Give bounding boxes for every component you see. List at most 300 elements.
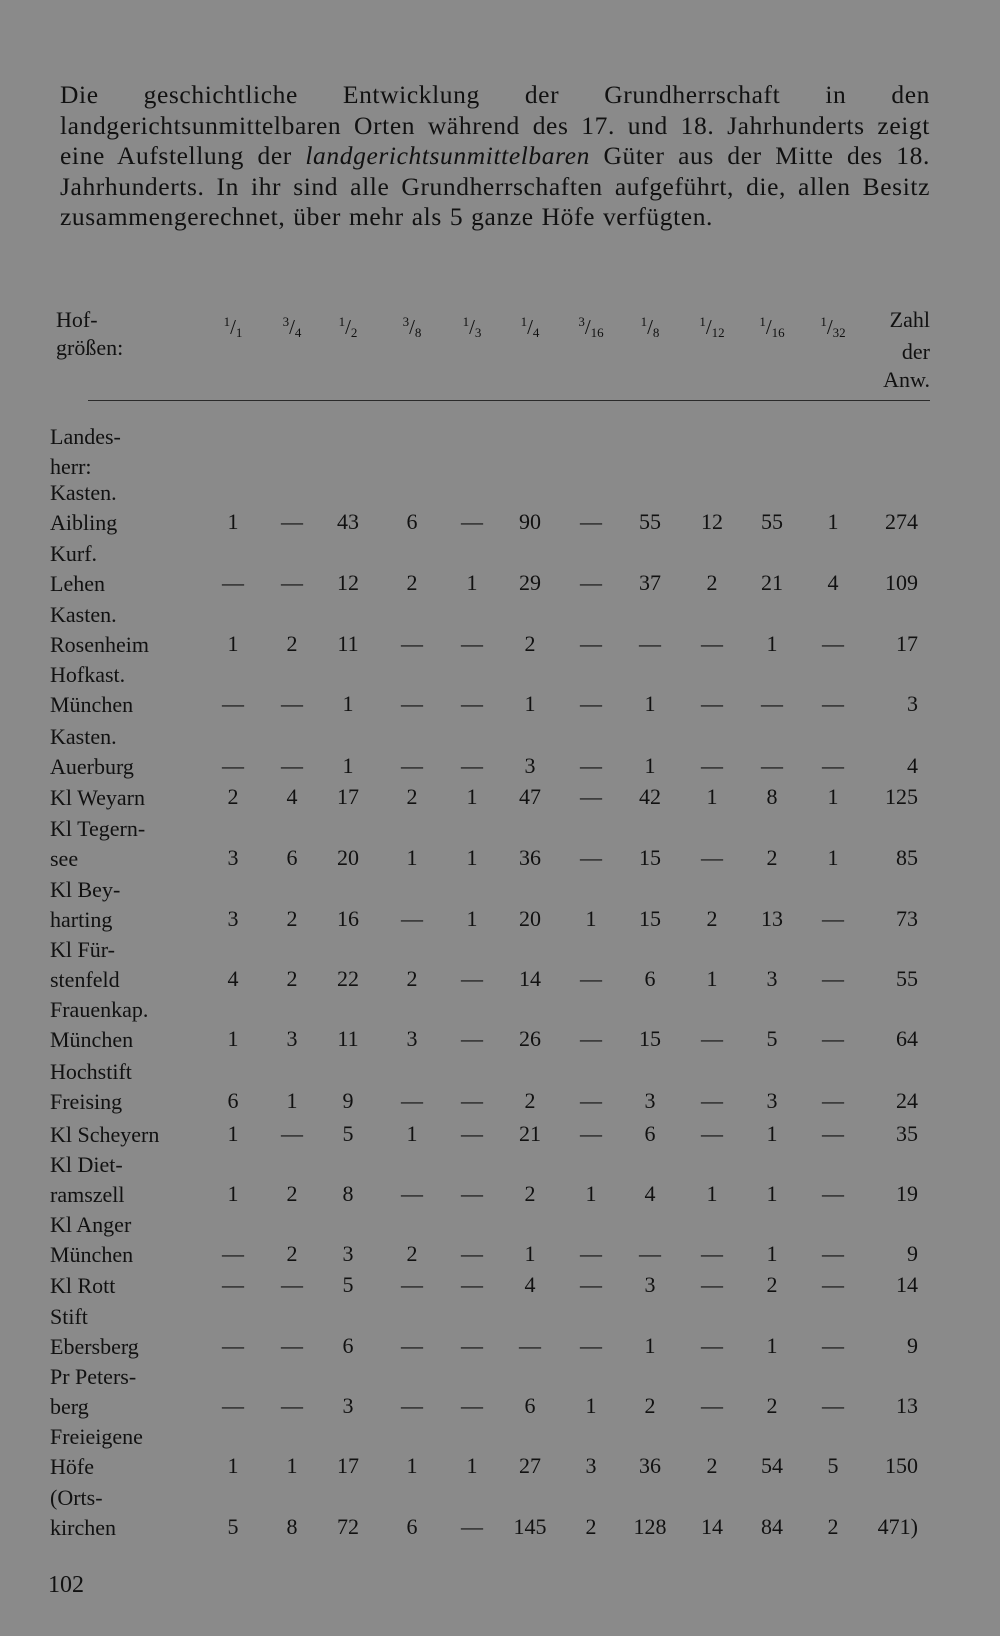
table-cell: 4 bbox=[524, 1272, 536, 1297]
table-cell: 47 bbox=[519, 784, 541, 809]
table-cell: — bbox=[822, 1241, 844, 1266]
table-cell: — bbox=[639, 631, 661, 656]
table-cell: — bbox=[701, 1393, 723, 1418]
table-cell: 2 bbox=[406, 1241, 418, 1266]
table-cell: 6 bbox=[406, 1514, 418, 1539]
col-header-fraction: $^1/_3$ bbox=[462, 314, 482, 340]
table-cell: 14 bbox=[519, 966, 541, 991]
table-cell: 1 bbox=[406, 1121, 418, 1146]
table-cell: — bbox=[401, 1272, 423, 1297]
table-cell: 2 bbox=[286, 1181, 298, 1206]
table-cell: — bbox=[822, 1121, 844, 1146]
table-cell: 2 bbox=[524, 1181, 536, 1206]
table-cell: 1 bbox=[827, 784, 839, 809]
table-cell: 9 bbox=[342, 1088, 354, 1113]
fraction-numerator: 1 bbox=[520, 314, 528, 329]
table-cell: 4 bbox=[227, 966, 239, 991]
table-cell: — bbox=[701, 1333, 723, 1358]
table-cell: 15 bbox=[639, 1026, 661, 1051]
row-label-line2: München bbox=[50, 1027, 134, 1052]
table-cell: 3 bbox=[524, 753, 536, 778]
table-cell: 145 bbox=[513, 1514, 547, 1539]
paragraph-text-after: Güter aus der Mitte des 18. Jahrhunderts. In ihr sind alle Grundherrschaften aufgeführt, die, allen Besitz zusammengerechnet, über mehr als 5 ganze Höfe verfügten. bbox=[60, 141, 930, 231]
table-cell: 1 bbox=[827, 845, 839, 870]
table-cell: 2 bbox=[406, 966, 418, 991]
row-total: 24 bbox=[896, 1088, 918, 1113]
row-label-line1: Pr Peters- bbox=[50, 1364, 137, 1389]
row-total: 35 bbox=[896, 1121, 918, 1146]
table-cell: 20 bbox=[519, 906, 541, 931]
table-cell: 1 bbox=[406, 845, 418, 870]
table-cell: — bbox=[222, 1333, 244, 1358]
row-label-line2: Kl Rott bbox=[50, 1273, 116, 1298]
row-total: 471) bbox=[877, 1514, 918, 1539]
table-cell: — bbox=[401, 631, 423, 656]
table-cell: — bbox=[580, 631, 602, 656]
table-cell: 1 bbox=[524, 691, 536, 716]
table-cell: 12 bbox=[337, 570, 359, 595]
table-cell: 1 bbox=[342, 691, 354, 716]
col-header-fraction: $^1/_{12}$ bbox=[699, 314, 725, 340]
table-cell: 1 bbox=[644, 691, 656, 716]
table-cell: — bbox=[701, 631, 723, 656]
table-cell: — bbox=[281, 570, 303, 595]
table-cell: 2 bbox=[406, 784, 418, 809]
table-cell: — bbox=[580, 784, 602, 809]
table-cell: 2 bbox=[524, 631, 536, 656]
table-cell: 1 bbox=[644, 1333, 656, 1358]
table-cell: — bbox=[701, 1121, 723, 1146]
table-cell: 3 bbox=[286, 1026, 298, 1051]
table-cell: — bbox=[580, 845, 602, 870]
fraction-denominator: 16 bbox=[771, 325, 785, 340]
table-cell: — bbox=[461, 1121, 483, 1146]
table-cell: — bbox=[222, 1241, 244, 1266]
table-cell: 6 bbox=[644, 1121, 656, 1146]
table-cell: — bbox=[701, 691, 723, 716]
table-cell: 12 bbox=[701, 509, 723, 534]
table-cell: — bbox=[461, 1272, 483, 1297]
table-cell: 4 bbox=[286, 784, 298, 809]
row-label-line1: Kasten. bbox=[50, 602, 117, 627]
total-header-line3: Anw. bbox=[883, 367, 930, 392]
table-cell: 20 bbox=[337, 845, 359, 870]
table-cell: 2 bbox=[286, 631, 298, 656]
table-cell: — bbox=[761, 753, 783, 778]
row-label-line1: Hofkast. bbox=[50, 662, 126, 687]
table-cell: — bbox=[401, 1333, 423, 1358]
table-cell: 36 bbox=[519, 845, 541, 870]
header-rule bbox=[88, 400, 930, 401]
table-cell: — bbox=[461, 966, 483, 991]
table-cell: 1 bbox=[227, 631, 239, 656]
row-total: 17 bbox=[896, 631, 918, 656]
table-cell: — bbox=[401, 691, 423, 716]
row-total: 9 bbox=[907, 1241, 918, 1266]
table-cell: 8 bbox=[286, 1514, 298, 1539]
table-cell: 1 bbox=[706, 784, 718, 809]
row-total: 274 bbox=[885, 509, 918, 534]
table-cell: 17 bbox=[337, 784, 359, 809]
table-cell: 3 bbox=[766, 1088, 778, 1113]
row-total: 85 bbox=[896, 845, 918, 870]
table-cell: — bbox=[281, 509, 303, 534]
table-cell: — bbox=[822, 1333, 844, 1358]
table-cell: 22 bbox=[337, 966, 359, 991]
table-cell: 1 bbox=[585, 1393, 597, 1418]
table-cell: 4 bbox=[827, 570, 839, 595]
table-cell: 21 bbox=[761, 570, 783, 595]
table-cell: 55 bbox=[761, 509, 783, 534]
row-label-line1: Freieigene bbox=[50, 1424, 143, 1449]
table-cell: 2 bbox=[644, 1393, 656, 1418]
row-total: 55 bbox=[896, 966, 918, 991]
table-cell: 3 bbox=[644, 1272, 656, 1297]
table-cell: 8 bbox=[766, 784, 778, 809]
table-cell: 55 bbox=[639, 509, 661, 534]
row-header-line2: größen: bbox=[56, 335, 124, 360]
table-cell: — bbox=[701, 1088, 723, 1113]
row-total: 9 bbox=[907, 1333, 918, 1358]
row-label-line2: Freising bbox=[50, 1089, 123, 1114]
table-cell: 1 bbox=[342, 753, 354, 778]
table-cell: 3 bbox=[227, 906, 239, 931]
table-cell: 26 bbox=[519, 1026, 541, 1051]
col-header-fraction: $^1/_{16}$ bbox=[759, 314, 785, 340]
table-cell: 1 bbox=[466, 784, 478, 809]
row-label-line1: Kl Anger bbox=[50, 1212, 132, 1237]
table-cell: — bbox=[461, 1026, 483, 1051]
table-cell: 3 bbox=[227, 845, 239, 870]
table-cell: 5 bbox=[342, 1272, 354, 1297]
table-cell: — bbox=[580, 1272, 602, 1297]
table-cell: 5 bbox=[227, 1514, 239, 1539]
table-cell: 2 bbox=[706, 906, 718, 931]
row-label-line2: München bbox=[50, 692, 134, 717]
row-label-line2: Lehen bbox=[50, 571, 105, 596]
row-total: 14 bbox=[896, 1272, 918, 1297]
table-cell: 1 bbox=[585, 906, 597, 931]
table-cell: 8 bbox=[342, 1181, 354, 1206]
paragraph-text-before: Die geschichtliche Entwicklung der Grundherrschaft in den landgerichtsunmittelbaren Orten während des 17. und 18. Jahrhunderts zeigt eine Aufstellung der bbox=[60, 80, 930, 170]
row-label-line2: Auerburg bbox=[50, 754, 134, 779]
table-cell: — bbox=[401, 1181, 423, 1206]
col-header-fraction: $^3/_4$ bbox=[282, 314, 302, 340]
table-cell: — bbox=[519, 1333, 541, 1358]
row-total: 73 bbox=[896, 906, 918, 931]
table-cell: 90 bbox=[519, 509, 541, 534]
row-label-line1: Kl Tegern- bbox=[50, 816, 146, 841]
table-cell: 1 bbox=[466, 570, 478, 595]
table-cell: — bbox=[580, 753, 602, 778]
table-cell: 5 bbox=[827, 1453, 839, 1478]
row-label-line1: (Orts- bbox=[50, 1485, 103, 1510]
table-cell: — bbox=[580, 1088, 602, 1113]
row-label-line2: Kl Scheyern bbox=[50, 1122, 160, 1147]
table-cell: 2 bbox=[766, 1393, 778, 1418]
row-total: 150 bbox=[885, 1453, 918, 1478]
table-cell: 1 bbox=[766, 1181, 778, 1206]
table-cell: 17 bbox=[337, 1453, 359, 1478]
table-cell: — bbox=[222, 753, 244, 778]
table-cell: — bbox=[281, 753, 303, 778]
page-number: 102 bbox=[48, 1572, 84, 1598]
fraction-numerator: 1 bbox=[820, 314, 827, 329]
paragraph-emphasis: landgerichtsunmittelbaren bbox=[305, 141, 590, 170]
table-cell: 1 bbox=[766, 1121, 778, 1146]
fraction-numerator: 3 bbox=[282, 314, 290, 329]
table-cell: — bbox=[580, 1241, 602, 1266]
col-header-fraction: $^1/_4$ bbox=[520, 314, 540, 340]
table-cell: — bbox=[701, 1272, 723, 1297]
table-cell: 1 bbox=[227, 1181, 239, 1206]
fraction-numerator: 1 bbox=[699, 314, 706, 329]
table-cell: 2 bbox=[585, 1514, 597, 1539]
table-cell: 84 bbox=[761, 1514, 783, 1539]
fraction-denominator: 1 bbox=[235, 325, 243, 340]
table-cell: — bbox=[461, 631, 483, 656]
row-label-line2: Rosenheim bbox=[50, 632, 149, 657]
table-cell: 27 bbox=[519, 1453, 541, 1478]
table-cell: 3 bbox=[406, 1026, 418, 1051]
row-label-line1: Kasten. bbox=[50, 724, 117, 749]
table-cell: 13 bbox=[761, 906, 783, 931]
table-cell: — bbox=[580, 509, 602, 534]
table-cell: — bbox=[401, 1393, 423, 1418]
table-cell: 29 bbox=[519, 570, 541, 595]
table-cell: — bbox=[822, 1393, 844, 1418]
table-cell: 15 bbox=[639, 845, 661, 870]
table-cell: 1 bbox=[466, 845, 478, 870]
table-cell: 11 bbox=[337, 1026, 359, 1051]
group-label-line2: herr: bbox=[50, 454, 92, 479]
table-cell: — bbox=[822, 966, 844, 991]
row-label-line1: Kurf. bbox=[50, 541, 98, 566]
table-cell: — bbox=[639, 1241, 661, 1266]
table-cell: 2 bbox=[766, 1272, 778, 1297]
fraction-denominator: 4 bbox=[294, 325, 302, 340]
table-cell: — bbox=[461, 753, 483, 778]
row-label-line1: Kl Für- bbox=[50, 937, 115, 962]
row-label-line1: Frauenkap. bbox=[50, 997, 149, 1022]
table-cell: — bbox=[281, 1121, 303, 1146]
row-label-line2: Höfe bbox=[50, 1454, 94, 1479]
table-cell: — bbox=[580, 1026, 602, 1051]
table-cell: — bbox=[401, 906, 423, 931]
table-cell: — bbox=[580, 1333, 602, 1358]
table-cell: — bbox=[222, 691, 244, 716]
table-cell: 14 bbox=[701, 1514, 723, 1539]
table-cell: 128 bbox=[633, 1514, 667, 1539]
table-cell: 6 bbox=[342, 1333, 354, 1358]
table-cell: — bbox=[822, 1026, 844, 1051]
fraction-numerator: 1 bbox=[223, 314, 231, 329]
row-label-line2: kirchen bbox=[50, 1515, 116, 1540]
table-cell: — bbox=[281, 1272, 303, 1297]
table-cell: 2 bbox=[227, 784, 239, 809]
table-cell: 1 bbox=[766, 1333, 778, 1358]
group-label-line1: Landes- bbox=[50, 424, 121, 449]
row-label-line2: harting bbox=[50, 907, 113, 932]
table-cell: 15 bbox=[639, 906, 661, 931]
row-label-line2: ramszell bbox=[50, 1182, 125, 1207]
fraction-numerator: 1 bbox=[640, 314, 648, 329]
table-cell: 1 bbox=[766, 631, 778, 656]
table-cell: — bbox=[822, 631, 844, 656]
table-cell: — bbox=[281, 1393, 303, 1418]
fraction-denominator: 3 bbox=[474, 325, 482, 340]
table-cell: 5 bbox=[766, 1026, 778, 1051]
total-header-line2: der bbox=[901, 339, 930, 364]
row-label-line2: Aibling bbox=[50, 510, 118, 535]
table-cell: 36 bbox=[639, 1453, 661, 1478]
table-cell: 6 bbox=[524, 1393, 536, 1418]
fraction-denominator: 32 bbox=[832, 325, 846, 340]
table-cell: 11 bbox=[337, 631, 359, 656]
fraction-numerator: 1 bbox=[759, 314, 766, 329]
table-cell: 2 bbox=[827, 1514, 839, 1539]
table-cell: 1 bbox=[644, 753, 656, 778]
table-cell: 72 bbox=[337, 1514, 359, 1539]
table-cell: 6 bbox=[644, 966, 656, 991]
fraction-denominator: 8 bbox=[652, 325, 660, 340]
table-cell: 1 bbox=[466, 1453, 478, 1478]
row-label-line1: Stift bbox=[50, 1304, 88, 1329]
row-label-line2: berg bbox=[50, 1394, 89, 1419]
table-cell: — bbox=[461, 1241, 483, 1266]
row-label-line1: Hochstift bbox=[50, 1059, 132, 1084]
table-cell: 21 bbox=[519, 1121, 541, 1146]
table-cell: — bbox=[461, 1088, 483, 1113]
table-cell: 1 bbox=[524, 1241, 536, 1266]
fraction-numerator: 1 bbox=[338, 314, 346, 329]
table-cell: — bbox=[461, 1393, 483, 1418]
table-cell: 1 bbox=[227, 509, 239, 534]
table-cell: — bbox=[580, 966, 602, 991]
table-cell: — bbox=[701, 1241, 723, 1266]
table-cell: 1 bbox=[286, 1453, 298, 1478]
table-cell: — bbox=[761, 691, 783, 716]
table-cell: 3 bbox=[342, 1393, 354, 1418]
table-cell: — bbox=[580, 691, 602, 716]
table-cell: — bbox=[822, 1181, 844, 1206]
table-cell: 3 bbox=[342, 1241, 354, 1266]
row-label-line2: Ebersberg bbox=[50, 1334, 139, 1359]
table-cell: 3 bbox=[585, 1453, 597, 1478]
table-cell: — bbox=[580, 1121, 602, 1146]
table-cell: 3 bbox=[766, 966, 778, 991]
fraction-numerator: 3 bbox=[578, 314, 585, 329]
table-cell: — bbox=[580, 570, 602, 595]
table-cell: 6 bbox=[286, 845, 298, 870]
fraction-denominator: 2 bbox=[350, 325, 358, 340]
table-cell: 2 bbox=[524, 1088, 536, 1113]
table-cell: 1 bbox=[827, 509, 839, 534]
table-cell: 1 bbox=[227, 1121, 239, 1146]
fraction-denominator: 12 bbox=[711, 325, 725, 340]
table-cell: — bbox=[401, 1088, 423, 1113]
row-total: 13 bbox=[896, 1393, 918, 1418]
fraction-denominator: 4 bbox=[532, 325, 540, 340]
row-total: 19 bbox=[896, 1181, 918, 1206]
row-label-line2: München bbox=[50, 1242, 134, 1267]
table-cell: — bbox=[401, 753, 423, 778]
table-cell: 54 bbox=[761, 1453, 783, 1478]
col-header-fraction: $^1/_{32}$ bbox=[820, 314, 846, 340]
table-cell: — bbox=[281, 1333, 303, 1358]
row-header-line1: Hof- bbox=[56, 307, 98, 332]
table-cell: — bbox=[461, 1333, 483, 1358]
table-cell: 2 bbox=[406, 570, 418, 595]
table-cell: 1 bbox=[766, 1241, 778, 1266]
table-cell: 1 bbox=[286, 1088, 298, 1113]
fraction-numerator: 1 bbox=[462, 314, 470, 329]
fraction-numerator: 3 bbox=[402, 314, 410, 329]
table-cell: 4 bbox=[644, 1181, 656, 1206]
table-cell: 1 bbox=[227, 1453, 239, 1478]
table-cell: 1 bbox=[406, 1453, 418, 1478]
table-cell: — bbox=[701, 845, 723, 870]
table-cell: 2 bbox=[286, 966, 298, 991]
table-cell: 6 bbox=[406, 509, 418, 534]
table-cell: — bbox=[222, 1272, 244, 1297]
row-label-line2: stenfeld bbox=[50, 967, 120, 992]
col-header-fraction: $^3/_8$ bbox=[402, 314, 422, 340]
col-header-fraction: $^3/_{16}$ bbox=[578, 314, 604, 340]
fraction-denominator: 8 bbox=[414, 325, 422, 340]
table-cell: — bbox=[222, 1393, 244, 1418]
row-total: 64 bbox=[896, 1026, 918, 1051]
table-cell: — bbox=[461, 1514, 483, 1539]
row-label-line1: Kasten. bbox=[50, 480, 117, 505]
table-cell: — bbox=[461, 691, 483, 716]
row-total: 109 bbox=[885, 570, 918, 595]
table-cell: — bbox=[822, 753, 844, 778]
table-cell: 1 bbox=[706, 1181, 718, 1206]
table-cell: 2 bbox=[286, 1241, 298, 1266]
col-header-fraction: $^1/_2$ bbox=[338, 314, 358, 340]
row-label-line1: Kl Diet- bbox=[50, 1152, 123, 1177]
table-cell: — bbox=[822, 691, 844, 716]
row-total: 3 bbox=[907, 691, 918, 716]
row-label-line2: Kl Weyarn bbox=[50, 785, 145, 810]
table-cell: — bbox=[461, 1181, 483, 1206]
table-cell: — bbox=[701, 753, 723, 778]
table-cell: — bbox=[701, 1026, 723, 1051]
row-label-line1: Kl Bey- bbox=[50, 877, 121, 902]
table-cell: — bbox=[822, 1272, 844, 1297]
table-cell: 1 bbox=[227, 1026, 239, 1051]
table-cell: 2 bbox=[706, 1453, 718, 1478]
table-cell: 1 bbox=[706, 966, 718, 991]
table-cell: 5 bbox=[342, 1121, 354, 1146]
row-total: 125 bbox=[885, 784, 918, 809]
table-cell: 42 bbox=[639, 784, 661, 809]
table-cell: 43 bbox=[337, 509, 359, 534]
col-header-fraction: $^1/_1$ bbox=[223, 314, 243, 340]
fraction-denominator: 16 bbox=[590, 325, 604, 340]
table-cell: — bbox=[822, 1088, 844, 1113]
row-label-line2: see bbox=[50, 846, 79, 871]
table-cell: 2 bbox=[706, 570, 718, 595]
table-cell: 1 bbox=[466, 906, 478, 931]
table-cell: 1 bbox=[585, 1181, 597, 1206]
table-cell: 16 bbox=[337, 906, 359, 931]
table-cell: 2 bbox=[766, 845, 778, 870]
row-total: 4 bbox=[907, 753, 918, 778]
table-cell: — bbox=[461, 509, 483, 534]
total-header-line1: Zahl bbox=[889, 307, 930, 332]
